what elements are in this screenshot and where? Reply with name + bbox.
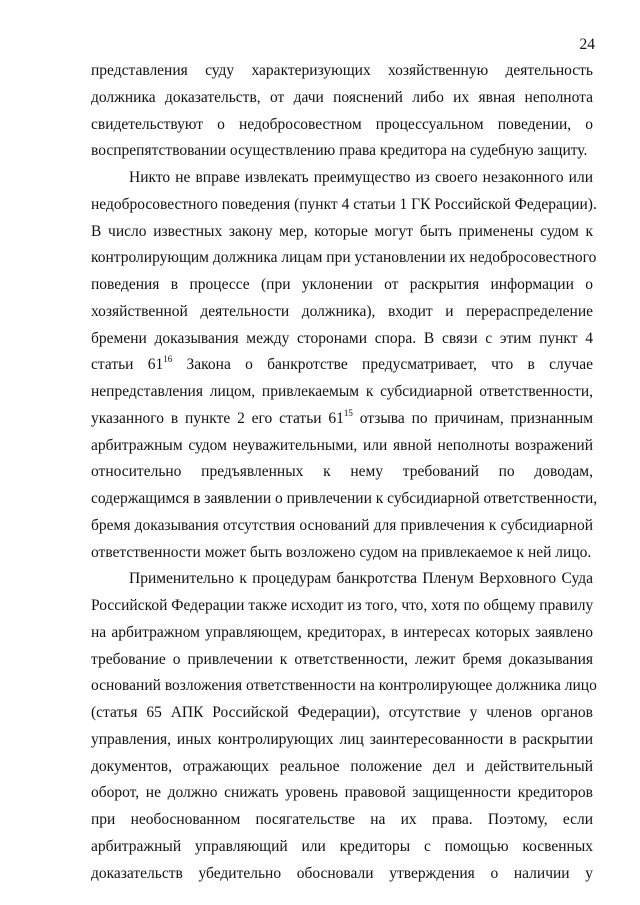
text-line: оборот, не должно снижать уровень правовой защищенности кредиторов xyxy=(91,784,593,802)
text-line: (статья 65 АПК Российской Федерации), отсутствие у членов органов xyxy=(91,704,593,721)
text-line: хозяйственной деятельности должника), входит и перераспределение xyxy=(91,302,593,320)
paragraph xyxy=(91,58,593,165)
text-line-with-footnote xyxy=(91,406,593,433)
text-line: относительно предъявленных к нему требований по доводам, xyxy=(91,463,593,481)
text-line-with-footnote xyxy=(91,352,593,379)
text-line: должника доказательств, от дачи пояснений либо их явная неполнота xyxy=(91,88,593,106)
text-line: арбитражным судом неуважительными, или явной неполноты возражений xyxy=(91,436,593,454)
paragraph xyxy=(91,165,598,566)
text-line: требование о привлечении к ответственности, лежит бремя доказывания xyxy=(91,650,593,668)
text-line: при необоснованном посягательстве на их права. Поэтому, если xyxy=(91,811,593,828)
superscript-number: 16 xyxy=(163,354,173,365)
text-line: свидетельствуют о недобросовестном процессуальном поведении, о xyxy=(91,115,593,133)
text-line: на арбитражном управляющем, кредиторах, в интересах которых заявлено xyxy=(91,623,593,641)
text-line: недобросовестного поведения (пункт 4 статьи 1 ГК Российской Федерации). xyxy=(91,195,597,213)
text-line: бремени доказывания между сторонами спора. В связи с этим пункт 4 xyxy=(91,329,593,347)
text-after-sup: отзыва по причинам, признанным xyxy=(352,409,594,427)
text-line: документов, отражающих реальное положение дел и действительный xyxy=(91,757,593,775)
text-line: управления, иных контролирующих лиц заинтересованности в раскрытии xyxy=(91,730,593,748)
page-number: 24 xyxy=(579,36,595,53)
text-before-sup: статьи 61 xyxy=(91,356,164,374)
text-after-sup: Закона о банкротстве предусматривает, что в случае xyxy=(172,356,593,374)
text-line: доказательств убедительно обосновали утверждения о наличии у xyxy=(91,864,593,882)
body-text xyxy=(91,58,598,887)
text-line: оснований возложения ответственности на контролирующее должника лицо xyxy=(91,677,597,695)
text-line: В число известных закону мер, которые могут быть применены судом к xyxy=(91,222,593,240)
text-line: контролирующим должника лицам при установлении их недобросовестного xyxy=(91,249,597,267)
text-line: поведения в процессе (при уклонении от раскрытия информации о xyxy=(91,276,593,293)
text-line: Никто не вправе извлекать преимущество из своего незаконного или xyxy=(129,169,593,186)
text-line: воспрепятствовании осуществлению права кредитора на судебную защиту. xyxy=(91,142,588,160)
paragraph xyxy=(91,566,597,887)
text-line: Применительно к процедурам банкротства Пленум Верховного Суда xyxy=(129,570,593,588)
text-line: непредставления лицом, привлекаемым к субсидиарной ответственности, xyxy=(91,383,593,400)
text-line: арбитражный управляющий или кредиторы с помощью косвенных xyxy=(91,837,593,855)
text-line: ответственности может быть возложено судом на привлекаемое к ней лицо. xyxy=(91,543,592,561)
text-line: представления суду характеризующих хозяйственную деятельность xyxy=(91,62,593,79)
text-before-sup: указанного в пункте 2 его статьи 61 xyxy=(91,409,344,427)
superscript-number: 15 xyxy=(343,407,353,418)
text-line: содержащимся в заявлении о привлечении к субсидиарной ответственности, xyxy=(91,490,598,507)
text-line: Российской Федерации также исходит из того, что, хотя по общему правилу xyxy=(91,597,594,614)
text-line: бремя доказывания отсутствия оснований для привлечения к субсидиарной xyxy=(91,516,593,534)
